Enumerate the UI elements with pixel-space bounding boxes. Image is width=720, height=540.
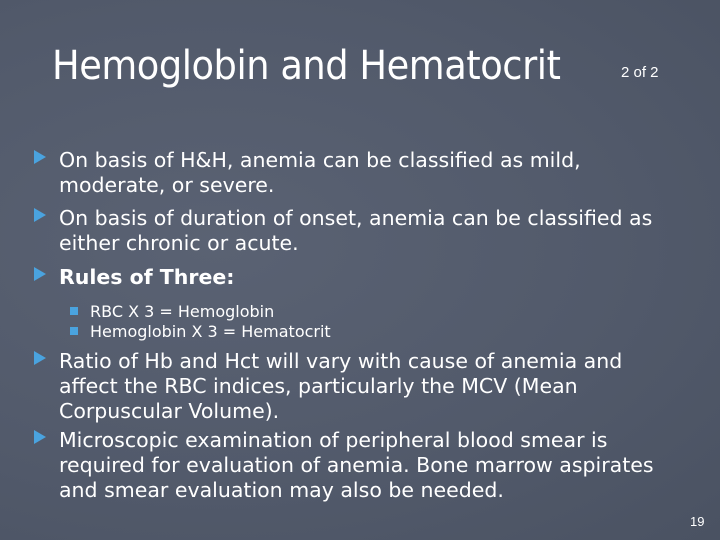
sub-bullet-item bbox=[0, 322, 720, 342]
square-bullet-icon bbox=[70, 307, 78, 315]
bullet-text-bold: Rules of Three: bbox=[59, 265, 235, 289]
bullet-arrow-icon bbox=[34, 208, 46, 222]
sub-bullet-text: RBC X 3 = Hemoglobin bbox=[90, 302, 275, 321]
sub-bullet-item bbox=[0, 302, 720, 322]
square-bullet-icon bbox=[70, 327, 78, 335]
bullet-item bbox=[0, 349, 679, 424]
bullet-arrow-icon bbox=[34, 267, 46, 281]
page-number: 19 bbox=[690, 514, 705, 529]
bullet-text: On basis of duration of onset, anemia can be classified as either chronic or acute. bbox=[59, 206, 653, 255]
sub-bullet-list bbox=[0, 302, 720, 342]
bullet-text: On basis of H&H, anemia can be classified as mild, moderate, or severe. bbox=[59, 148, 581, 197]
bullet-arrow-icon bbox=[34, 430, 46, 444]
bullet-item bbox=[0, 428, 679, 503]
sub-bullet-text: Hemoglobin X 3 = Hematocrit bbox=[90, 322, 331, 341]
slide-subtitle: 2 of 2 bbox=[621, 64, 659, 81]
bullet-arrow-icon bbox=[34, 150, 46, 164]
bullet-text: Microscopic examination of peripheral blood smear is required for evaluation of anemia. Bone marrow aspirates and smear evaluation may also be needed. bbox=[59, 428, 654, 502]
bullet-item bbox=[0, 265, 679, 290]
slide-body bbox=[0, 148, 720, 503]
bullet-item bbox=[0, 206, 679, 256]
bullet-arrow-icon bbox=[34, 351, 46, 365]
bullet-item bbox=[0, 148, 679, 198]
bullet-text: Ratio of Hb and Hct will vary with cause of anemia and affect the RBC indices, particularly the MCV (Mean Corpuscular Volume). bbox=[59, 349, 623, 423]
slide-title: Hemoglobin and Hematocrit bbox=[52, 43, 561, 89]
